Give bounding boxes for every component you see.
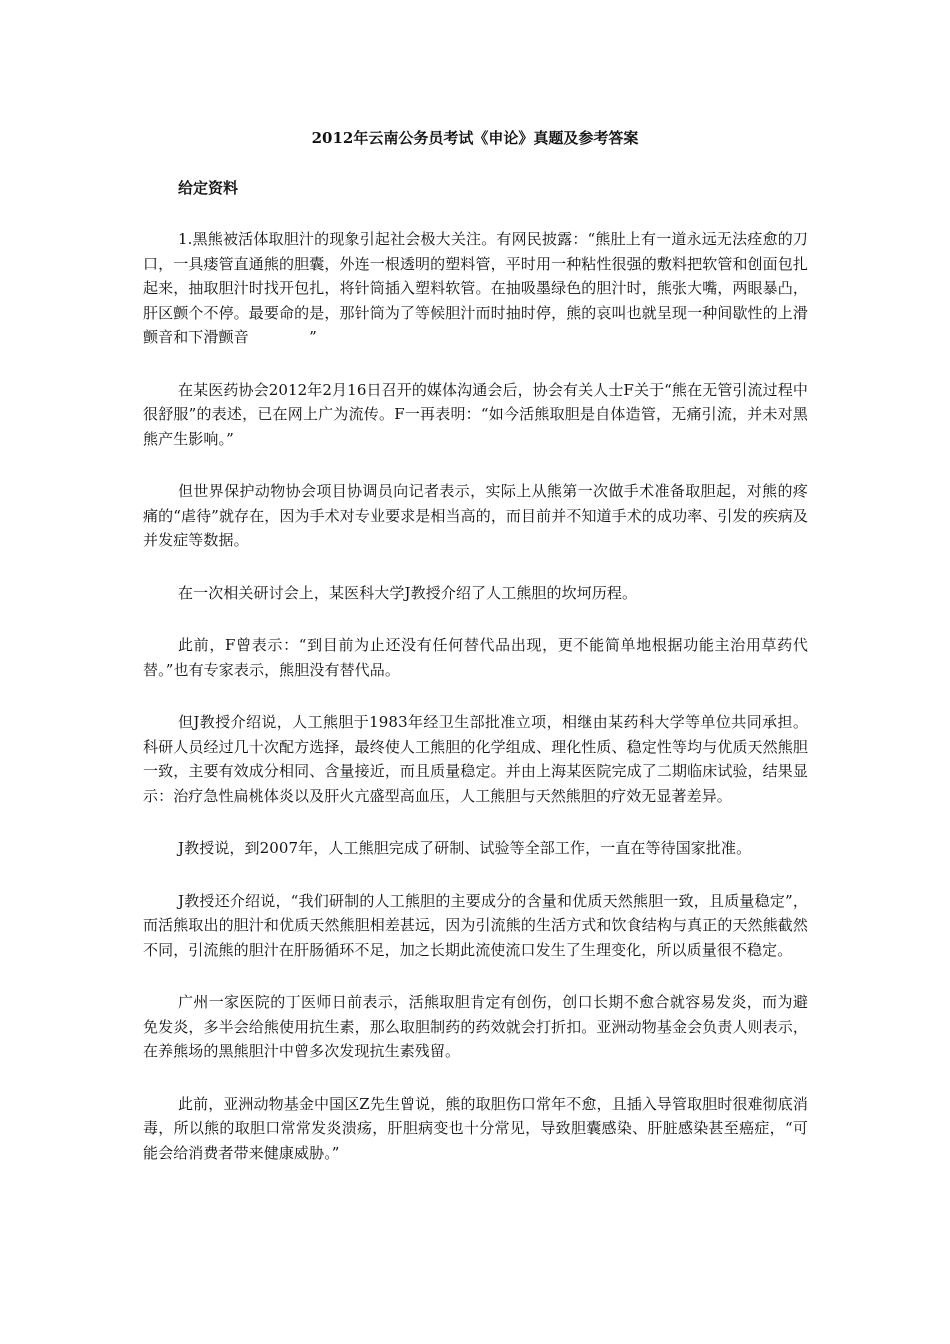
section-heading: 给定资料 — [178, 179, 239, 197]
paragraph-2: 在某医药协会2012年2月16日召开的媒体沟通会后，协会有关人士F关于“熊在无管引流过程中很舒服”的表述，已在网上广为流传。F一再表明：“如今活熊取胆是自体造管，无痛引流，并未对黑熊产生影响。” — [143, 380, 808, 448]
paragraph-9: 广州一家医院的丁医师日前表示，活熊取胆肯定有创伤，创口长期不愈合就容易发炎，而为避免发炎，多半会给熊使用抗生素，那么取胆制药的药效就会打折扣。亚洲动物基金会负责人则表示，在养熊场的黑熊胆汁中曾多次发现抗生素残留。 — [143, 993, 808, 1060]
paragraph-5: 此前，F曾表示：“到目前为止还没有任何替代品出现，更不能简单地根据功能主治用草药代替。”也有专家表示，熊胆没有替代品。 — [143, 636, 808, 679]
paragraph-8: J教授还介绍说，“我们研制的人工熊胆的主要成分的含量和优质天然熊胆一致，且质量稳定”，而活熊取出的胆汁和优质天然熊胆相差甚远，因为引流熊的生活方式和饮食结构与真正的天然熊截然不同，引流熊的胆汁在肝肠循环不足，加之长期此流使流口发生了生理变化，所以质量很不稳定。 — [143, 891, 808, 959]
paragraph-3: 但世界保护动物协会项目协调员向记者表示，实际上从熊第一次做手术准备取胆起，对熊的疼痛的“虐待”就存在，因为手术对专业要求是相当高的，而目前并不知道手术的成功率、引发的疾病及并发症等数据。 — [143, 482, 808, 549]
paragraph-10: 此前，亚洲动物基金中国区Z先生曾说，熊的取胆伤口常年不愈，且插入导管取胆时很难彻底消毒，所以熊的取胆口常常发炎溃疡，肝胆病变也十分常见，导致胆囊感染、肝脏感染甚至癌症，“可能会给消费者带来健康威胁。” — [143, 1094, 808, 1162]
paragraph-4: 在一次相关研讨会上，某医科大学J教授介绍了人工熊胆的坎坷历程。 — [178, 583, 638, 602]
document-title: 2012年云南公务员考试《申论》真题及参考答案 — [311, 129, 639, 147]
paragraph-1: 1.黑熊被活体取胆汁的现象引起社会极大关注。有网民披露：“熊肚上有一道永远无法痊愈的刀口，一具瘘管直通熊的胆囊，外连一根透明的塑料管，平时用一种粘性很强的敷料把软管和创面包扎起来，抽取胆汁时找开包扎，将针筒插入塑料软管。在抽吸墨绿色的胆汁时，熊张大嘴，两眼暴凸，肝区颤个不停。最要命的是，那针筒为了等候胆汁而时抽时停，熊的哀叫也就呈现一种间歇性的上滑颤音和下滑颤音 ” — [143, 230, 808, 346]
document-body — [143, 227, 808, 1193]
paragraph-6: 但J教授介绍说，人工熊胆于1983年经卫生部批准立项，相继由某药科大学等单位共同承担。科研人员经过几十次配方选择，最终使人工熊胆的化学组成、理化性质、稳定性等均与优质天然熊胆一致，主要有效成分相同、含量接近，而且质量稳定。并由上海某医院完成了二期临床试验，结果显示：治疗急性扁桃体炎以及肝火亢盛型高血压，人工熊胆与天然熊胆的疗效无显著差异。 — [143, 713, 808, 805]
paragraph-7: J教授说，到2007年，人工熊胆完成了研制、试验等全部工作，一直在等待国家批准。 — [178, 839, 752, 857]
